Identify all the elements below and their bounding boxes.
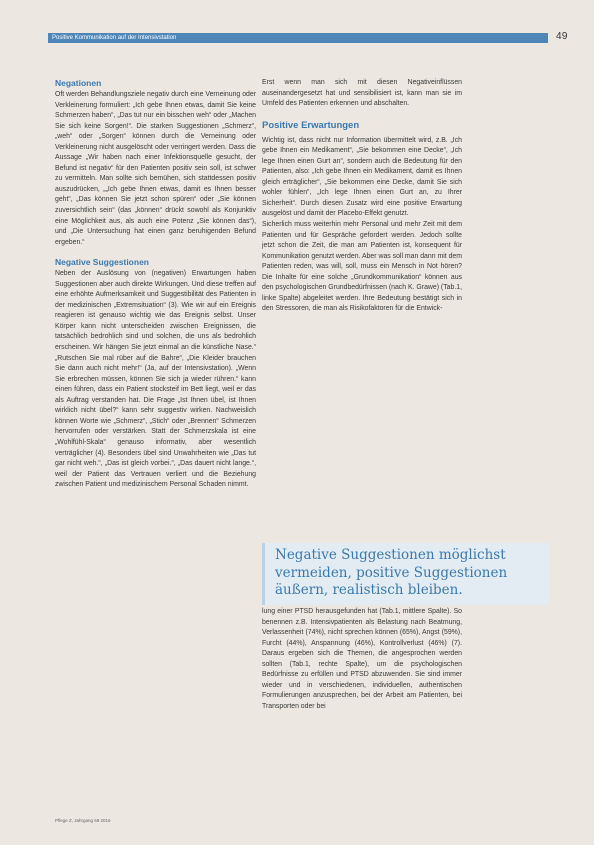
pull-quote: Negative Suggestionen möglichst vermeiden, positive Suggestionen äußern, realistisch bleiben. [275, 547, 508, 598]
paragraph-positive-erwartungen: Wichtig ist, dass nicht nur Information übermittelt wird, z.B. „Ich gebe Ihnen ein Medikament“, „Sie bekommen eine Decke“, „Ich lege Ihnen einen Gurt an“, sondern auch die Bedeutung für den Patienten, also: „Ich gebe Ihnen ein Medikament, damit es Ihnen gleich erträglicher“, „Sie bekommen eine Decke, damit Sie sich wohler fühlen“, „Ich lege Ihnen einen Gurt an, zu Ihrer Sicherheit“. Durch diesen Zusatz wird eine positive Erwartung ausgelöst und damit der Placebo-Effekt genutzt. [262, 136, 462, 218]
paragraph-negativeinfluesse: Erst wenn man sich mit diesen Negativeinflüssen auseinandergesetzt hat und sensibilisiert ist, kann man sie im Umfeld des Patienten erkennen und abschalten. [262, 79, 462, 108]
paragraph-negationen: Oft werden Behandlungsziele negativ durch eine Verneinung oder Verkleinerung formuliert: „Ich gebe Ihnen etwas, damit Sie keine Schmerzen haben“, „Das tut nur ein bisschen weh“ oder „Machen Sie sich keine Sorgen!“. Die starken Suggestionen „Schmerz“, „weh“ oder „Sorgen“ können durch die Verneinung oder Verkleinerung nicht ausgelöscht oder verringert werden. Dass die Aussage „Wir haben nach einer Infektionsquelle gesucht, der Befund ist negativ“ für den Patienten positiv sein soll, ist schwer zu vermitteln. Man sollte sich bemühen, sich stattdessen positiv auszudrücken, „„Ich gebe Ihnen etwas, damit es Ihnen besser geht“, „Das können Sie jetzt schon spüren“ oder „Sie können zuversichtlich sein“ (das „können“ drückt sowohl als Konjunktiv eine Möglichkeit aus, als auch eine Potenz „Sie können das“), und „Die Untersuchung hat einen ganz beruhigenden Befund ergeben.“ [55, 91, 256, 246]
left-column [55, 78, 256, 491]
right-column [262, 78, 462, 315]
paragraph-grundkommunikation: Sicherlich muss weiterhin mehr Personal und mehr Zeit mit dem Patienten und für Gespräche gefordert werden. Jedoch sollte jetzt schon die Zeit, die man am Patienten ist, konsequent für Kommunikation genutzt werden. Aber was soll man dann mit dem Patienten reden, was will, soll, muss ein Mensch in Not hören? Die Inhalte für eine solche „Grundkommunikation“ können aus den psychologischen Grundbedürfnissen (nach K. Grawe) (Tab.1, linke Spalte) abgeleitet werden. Ihre Bedeutung bestätigt sich in den Stressoren, die man als Risikofaktoren für die Entwick- [262, 221, 462, 313]
right-column-continued [262, 607, 462, 712]
footer-citation: Pflege Z, Jahrgang 69 2016 [55, 818, 111, 823]
heading-negationen: Negationen [55, 78, 102, 88]
paragraph-ptsd: lung einer PTSD herausgefunden hat (Tab.1, mittlere Spalte). So benennen z.B. Intensivpatienten als Belastung nach Beatmung, Verlassenheit (74%), nicht sprechen können (65%), Angst (59%), Furcht (44%), Anspannung (46%), Kontrollverlust (46%) (7). Daraus ergeben sich die Themen, die angesprochen werden sollten (Tab.1, rechte Spalte), um die psychologischen Bedürfnisse zu erfüllen und PTSD abzuwenden. Sie sind immer wieder und in verschiedenen, individuellen, authentischen Formulierungen anzusprechen, bei der Arbeit am Patienten, bei Transporten oder bei [262, 608, 462, 710]
paragraph-negative-suggestionen: Neben der Auslösung von (negativen) Erwartungen haben Suggestionen aber auch direkte Wirkungen. Und diese treffen auf eine erhöhte Aufmerksamkeit und Suggestibilität des Patienten in der medizinischen „Extremsituation“ (3). Wie wir auf ein Ereignis reagieren ist genauso wichtig wie das Ereignis selbst. Unser Körper kann nicht unterscheiden zwischen Ereignissen, die tatsächlich bedrohlich sind und solchen, die uns als bedrohlich erscheinen. Wir hängen Sie jetzt einmal an die künstliche Nase.“ „Rutschen Sie mal rüber auf die Bahre“, „Die Kleider brauchen Sie dann auch nicht mehr!“ (Ja, auf der Intensivstation). „Wenn Sie erbrechen müssen, können Sie sich ja wieder rühren.“ kann einen führen, dass ein Patient stocksteif im Bett liegt, weil er das als Auftrag verstanden hat. Die Frage „Ist Ihnen übel, ist Ihnen wirklich nicht übel?“ kann sehr suggestiv wirken. Nachweislich können Worte wie „Schmerz“, „Stich“ oder „Brennen“ Schmerzen hervorrufen oder verstärken. Statt der Schmerzskala ist eine „Wohlfühl-Skala“ genauso informativ, aber wesentlich verträglicher (4). Besonders übel sind Unwahrheiten wie „Das tut gar nicht weh.“, „Das ist gleich vorbei.“, „Das dauert nicht lange.“, weil der Patient das Vertrauen verliert und die Beziehung zwischen Patient und medizinischem Personal Schaden nimmt. [55, 270, 256, 489]
heading-positive-erwartungen: Positive Erwartungen [262, 119, 360, 131]
heading-negative-suggestionen: Negative Suggestionen [55, 257, 149, 268]
pull-quote-box [262, 543, 549, 605]
running-header: Positive Kommunikation auf der Intensivstation [52, 35, 177, 41]
header-bar [48, 33, 548, 43]
page-number: 49 [556, 31, 568, 42]
